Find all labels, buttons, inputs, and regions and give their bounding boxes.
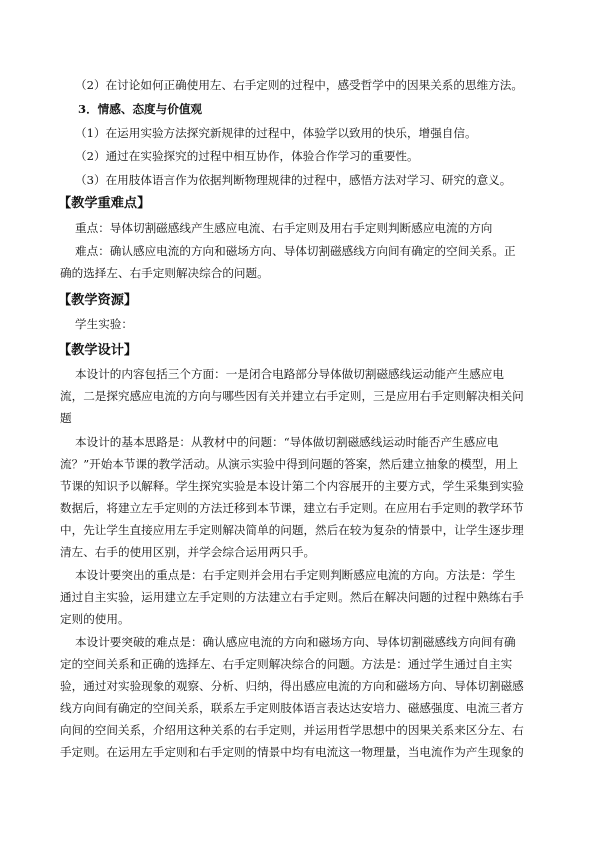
section-3-heading: 3．情感、态度与价值观 [78, 102, 203, 116]
design-p2-line1: 本设计的基本思路是：从教材中的问题：“导体做切割磁感线运动时能否产生感应电 [75, 435, 499, 449]
design-p1-line1: 本设计的内容包括三个方面：一是闭合电路部分导体做切割磁感线运动能产生感应电 [75, 367, 504, 381]
design-p2-line6: 清左、右手的使用区别，并学会综合运用两只手。 [60, 545, 316, 559]
design-p2-line3: 节课的知识予以解释。学生探究实验是本设计第二个内容展开的主要方式，学生采集到实验 [60, 479, 524, 493]
design-p1-line2: 流，二是探究感应电流的方向与哪些因有关并建立右手定则，三是应用右手定则解决相关问 [60, 389, 524, 403]
design-p4-line1: 本设计要突破的难点是：确认感应电流的方向和磁场方向、导体切割磁感线方向间有确 [75, 635, 516, 649]
design-p3-line2: 通过自主实验，运用建立左手定则的方法建立右手定则。然后在解决问题的过程中熟练右手 [60, 590, 524, 604]
design-p1-line3: 题 [60, 411, 72, 425]
objective-3-2: （2）通过在实验探究的过程中相互协作，体验合作学习的重要性。 [75, 149, 419, 163]
design-p4-line6: 手定则。在运用左手定则和右手定则的情景中均有电流这一物理量，当电流作为产生现象的 [60, 745, 524, 759]
design-p3-line3: 定则的使用。 [60, 612, 130, 626]
heading-key-points: 【教学重难点】 [58, 196, 151, 211]
design-p3-line1: 本设计要突出的重点是：右手定则并会用右手定则判断感应电流的方向。方法是：学生 [75, 568, 516, 582]
objective-3-3: （3）在用肢体语言作为依据判断物理规律的过程中，感悟方法对学习、研究的意义。 [75, 173, 512, 187]
difficulty-text-line1: 难点：确认感应电流的方向和磁场方向、导体切割磁感线方向间有确定的空间关系。正 [75, 244, 516, 258]
key-point-text: 重点：导体切割磁感线产生感应电流、右手定则及用右手定则判断感应电流的方向 [75, 221, 493, 235]
design-p4-line2: 定的空间关系和正确的选择左、右手定则解决综合的问题。方法是：通过学生通过自主实 [60, 657, 513, 671]
resources-text: 学生实验： [75, 317, 133, 331]
design-p2-line4: 数据后，将建立左手定则的方法迁移到本节课，建立右手定则。在应用右手定则的教学环节 [60, 501, 524, 515]
heading-design: 【教学设计】 [58, 343, 138, 358]
design-p4-line3: 验，通过对实验现象的观察、分析、归纳，得出感应电流的方向和磁场方向、导体切割磁感 [60, 679, 524, 693]
objective-3-1: （1）在运用实验方法探究新规律的过程中，体验学以致用的快乐，增强自信。 [75, 126, 477, 140]
design-p4-line4: 线方向间有确定的空间关系，联系左手定则肢体语言表达达安培力、磁感强度、电流三者方 [60, 701, 524, 715]
difficulty-text-line2: 确的选择左、右手定则解决综合的问题。 [60, 266, 269, 280]
heading-resources: 【教学资源】 [58, 293, 138, 308]
design-p2-line2: 流？”开始本节课的教学活动。从演示实验中得到问题的答案，然后建立抽象的模型，用上 [60, 457, 519, 471]
design-p2-line5: 中，先让学生直接应用左手定则解决简单的问题，然后在较为复杂的情景中，让学生逐步理 [60, 523, 524, 537]
design-p4-line5: 向间的空间关系，介绍用这种关系的右手定则，并运用哲学思想中的因果关系来区分左、右 [60, 723, 524, 737]
objective-2-2: （2）在讨论如何正确使用左、右手定则的过程中，感受哲学中的因果关系的思维方法。 [75, 78, 523, 92]
